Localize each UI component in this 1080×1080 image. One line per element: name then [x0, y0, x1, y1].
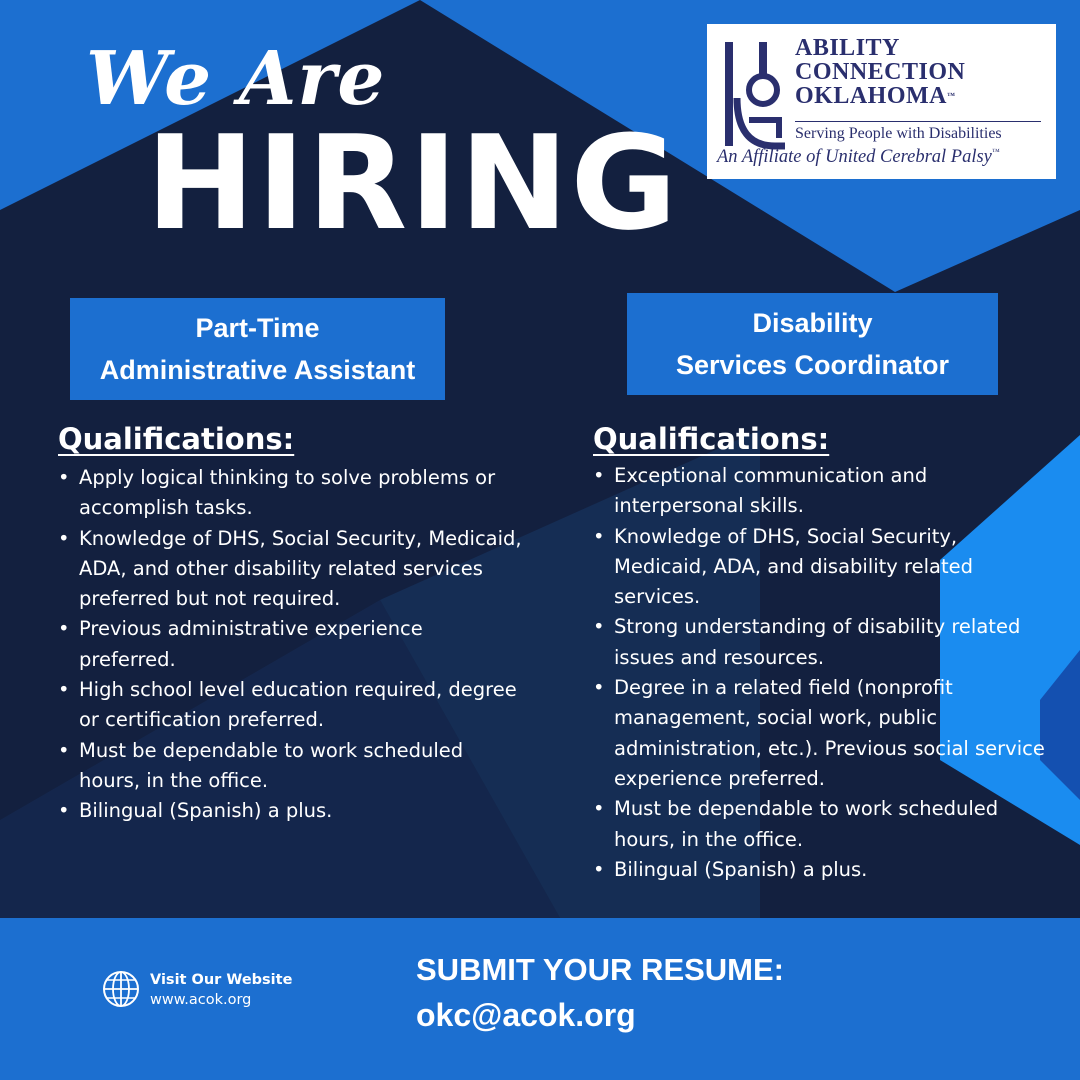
- logo-tagline: Serving People with Disabilities: [795, 121, 1041, 143]
- list-item: • Strong understanding of disability related issues and resources.: [593, 612, 1048, 673]
- qualifications-heading-2: Qualifications:: [593, 422, 830, 456]
- list-item: • Knowledge of DHS, Social Security, Medicaid, ADA, and other disability related services preferred but not required.: [58, 524, 523, 615]
- logo-emblem-icon: [719, 38, 789, 150]
- visit-website-label: Visit Our Website: [150, 972, 293, 988]
- list-item: • Exceptional communication and interpersonal skills.: [593, 461, 1048, 522]
- logo-affiliate: An Affiliate of United Cerebral Palsy™: [717, 147, 1000, 167]
- we-are-heading: We Are: [86, 36, 386, 122]
- logo-name: ABILITY CONNECTION OKLAHOMA™: [795, 35, 966, 109]
- list-item: • Must be dependable to work scheduled hours, in the office.: [593, 794, 1048, 855]
- list-item: • Knowledge of DHS, Social Security, Medicaid, ADA, and disability related services.: [593, 522, 1048, 613]
- job-title-services-coordinator: Disability Services Coordinator: [627, 293, 998, 395]
- qualifications-list-2: [593, 461, 1048, 885]
- list-item: • Apply logical thinking to solve problems or accomplish tasks.: [58, 463, 523, 524]
- hiring-heading: HIRING: [146, 107, 680, 259]
- website-link[interactable]: www.acok.org: [150, 992, 252, 1008]
- email-link[interactable]: okc@acok.org: [416, 997, 636, 1033]
- list-item: • Bilingual (Spanish) a plus.: [58, 796, 523, 826]
- list-item: • Bilingual (Spanish) a plus.: [593, 855, 1048, 885]
- list-item: • Degree in a related field (nonprofit management, social work, public administration, etc.). Previous social service experience preferred.: [593, 673, 1048, 794]
- list-item: • High school level education required, degree or certification preferred.: [58, 675, 523, 736]
- list-item: • Previous administrative experience preferred.: [58, 614, 523, 675]
- globe-icon: [101, 969, 141, 1009]
- qualifications-list-1: [58, 463, 523, 827]
- qualifications-heading-1: Qualifications:: [58, 422, 295, 456]
- list-item: • Must be dependable to work scheduled hours, in the office.: [58, 736, 523, 797]
- job-title-admin-assistant: Part-Time Administrative Assistant: [70, 298, 445, 400]
- submit-resume-label: SUBMIT YOUR RESUME:: [416, 952, 785, 987]
- organization-logo: [707, 24, 1056, 179]
